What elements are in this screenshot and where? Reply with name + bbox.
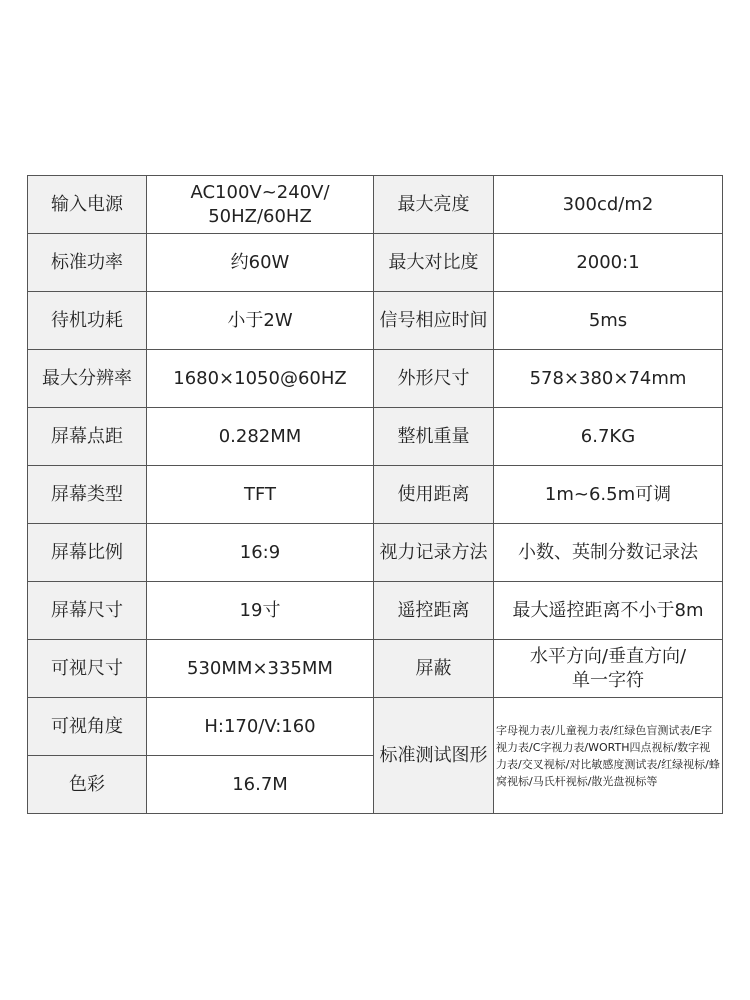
spec-label: 屏幕点距 xyxy=(28,408,147,466)
spec-table xyxy=(27,175,723,814)
spec-label: 最大亮度 xyxy=(374,176,494,234)
spec-value: H:170/V:160 xyxy=(147,698,374,756)
spec-value: 小于2W xyxy=(147,292,374,350)
table-row xyxy=(28,176,723,234)
spec-value: 16:9 xyxy=(147,524,374,582)
spec-label: 标准功率 xyxy=(28,234,147,292)
spec-label: 标准测试图形 xyxy=(374,698,494,814)
spec-value: 约60W xyxy=(147,234,374,292)
spec-value: 300cd/m2 xyxy=(494,176,723,234)
spec-value: 578×380×74mm xyxy=(494,350,723,408)
spec-value: AC100V~240V/ 50HZ/60HZ xyxy=(147,176,374,234)
spec-label: 外形尺寸 xyxy=(374,350,494,408)
spec-label: 视力记录方法 xyxy=(374,524,494,582)
spec-value: 0.282MM xyxy=(147,408,374,466)
spec-label: 整机重量 xyxy=(374,408,494,466)
table-row xyxy=(28,524,723,582)
spec-label: 屏幕类型 xyxy=(28,466,147,524)
spec-label: 屏幕尺寸 xyxy=(28,582,147,640)
spec-value: 水平方向/垂直方向/ 单一字符 xyxy=(494,640,723,698)
spec-value: 1680×1050@60HZ xyxy=(147,350,374,408)
spec-value: 1m~6.5m可调 xyxy=(494,466,723,524)
spec-label: 输入电源 xyxy=(28,176,147,234)
table-row xyxy=(28,466,723,524)
spec-label: 屏蔽 xyxy=(374,640,494,698)
spec-label: 可视角度 xyxy=(28,698,147,756)
spec-value: 16.7M xyxy=(147,756,374,814)
spec-value: 19寸 xyxy=(147,582,374,640)
spec-label: 最大对比度 xyxy=(374,234,494,292)
spec-value: 小数、英制分数记录法 xyxy=(494,524,723,582)
spec-label: 色彩 xyxy=(28,756,147,814)
spec-value: 字母视力表/儿童视力表/红绿色盲测试表/E字视力表/C字视力表/WORTH四点视标/数字视力表/交叉视标/对比敏感度测试表/红绿视标/蜂窝视标/马氏杆视标/散光盘视标等 xyxy=(494,698,723,814)
table-row xyxy=(28,408,723,466)
table-row xyxy=(28,350,723,408)
spec-label: 信号相应时间 xyxy=(374,292,494,350)
table-row xyxy=(28,698,723,756)
spec-label: 待机功耗 xyxy=(28,292,147,350)
table-row xyxy=(28,640,723,698)
table-row xyxy=(28,234,723,292)
spec-value: 2000:1 xyxy=(494,234,723,292)
spec-label: 可视尺寸 xyxy=(28,640,147,698)
spec-label: 使用距离 xyxy=(374,466,494,524)
spec-value: TFT xyxy=(147,466,374,524)
spec-value: 6.7KG xyxy=(494,408,723,466)
spec-value: 最大遥控距离不小于8m xyxy=(494,582,723,640)
table-row xyxy=(28,292,723,350)
table-row xyxy=(28,582,723,640)
spec-value: 5ms xyxy=(494,292,723,350)
spec-label: 最大分辨率 xyxy=(28,350,147,408)
spec-label: 屏幕比例 xyxy=(28,524,147,582)
spec-value: 530MM×335MM xyxy=(147,640,374,698)
spec-label: 遥控距离 xyxy=(374,582,494,640)
